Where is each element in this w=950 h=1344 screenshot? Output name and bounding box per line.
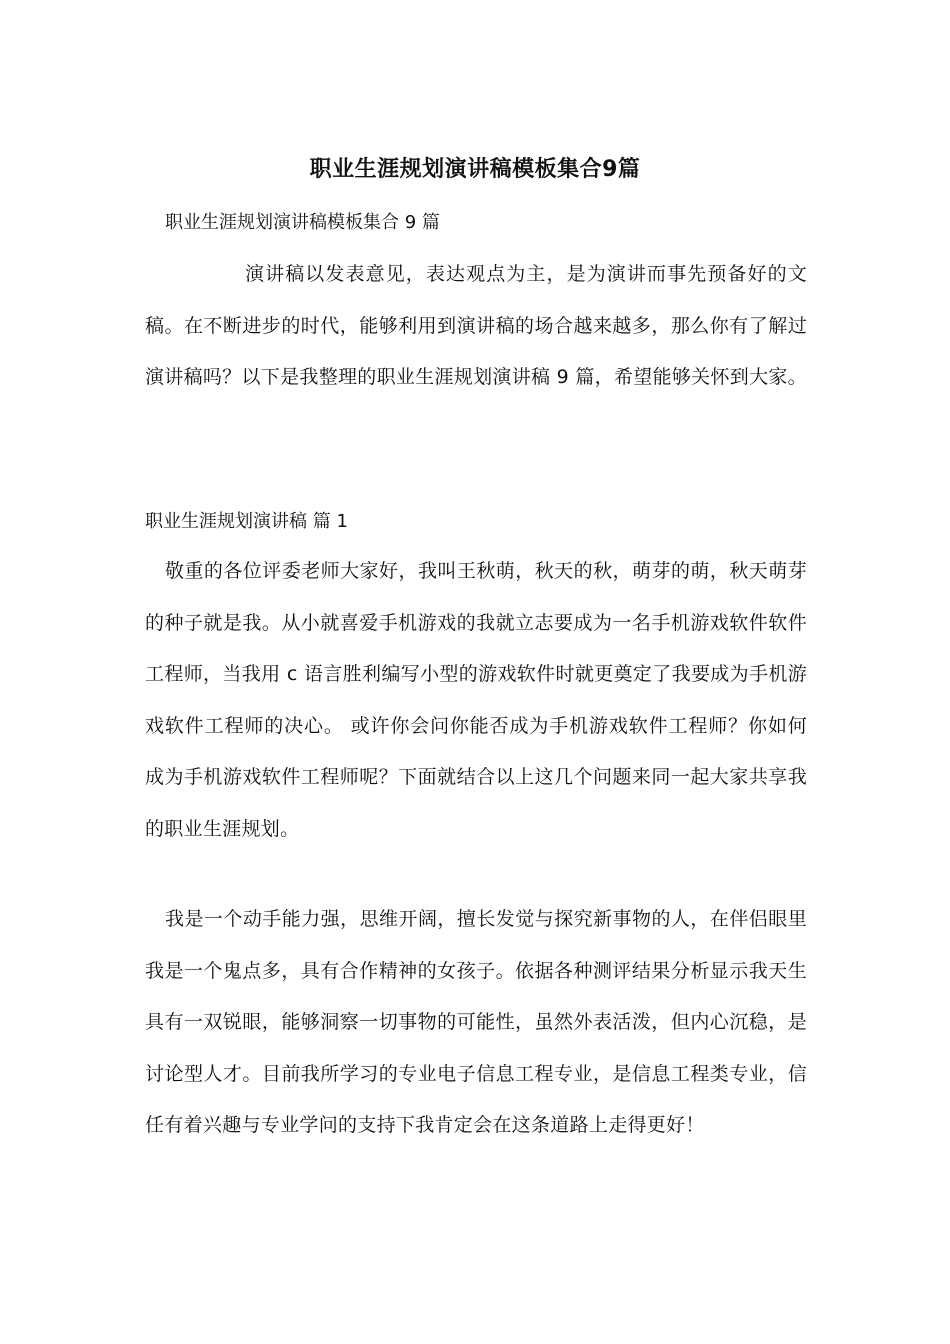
document-subtitle: 职业生涯规划演讲稿模板集合 9 篇 [165,212,440,233]
body-paragraph: 我是一个动手能力强，思维开阔，擅长发觉与探究新事物的人，在伴侣眼里我是一个鬼点多，具有合作精神的女孩子。依据各种测评结果分析显示我天生具有一双锐眼，能够洞察一切事物的可能性，虽然外表活泼，但内心沉稳，是讨论型人才。目前我所学习的专业电子信息工程专业，是信息工程类专业，信任有着兴趣与专业学问的支持下我肯定会在这条道路上走得更好！ [145,908,807,1136]
body-paragraph: 敬重的各位评委老师大家好，我叫王秋萌，秋天的秋，萌芽的萌，秋天萌芽的种子就是我。从小就喜爱手机游戏的我就立志要成为一名手机游戏软件软件工程师，当我用 c 语言胜利编写小型的游戏软件时就更奠定了我要成为手机游戏软件工程师的决心。 或许你会问你能否成为手机游戏软件工程师？你如何成为手机游戏软件工程师呢？下面就结合以上这几个问题来同一起大家共享我的职业生涯规划。 [145,560,807,840]
section-heading: 职业生涯规划演讲稿 篇 1 [145,511,348,532]
document-title: 职业生涯规划演讲稿模板集合9篇 [309,157,641,182]
intro-paragraph: 演讲稿以发表意见，表达观点为主，是为演讲而事先预备好的文稿。在不断进步的时代，能够利用到演讲稿的场合越来越多，那么你有了解过演讲稿吗？以下是我整理的职业生涯规划演讲稿 9 篇，希望能够关怀到大家。 [145,263,807,388]
